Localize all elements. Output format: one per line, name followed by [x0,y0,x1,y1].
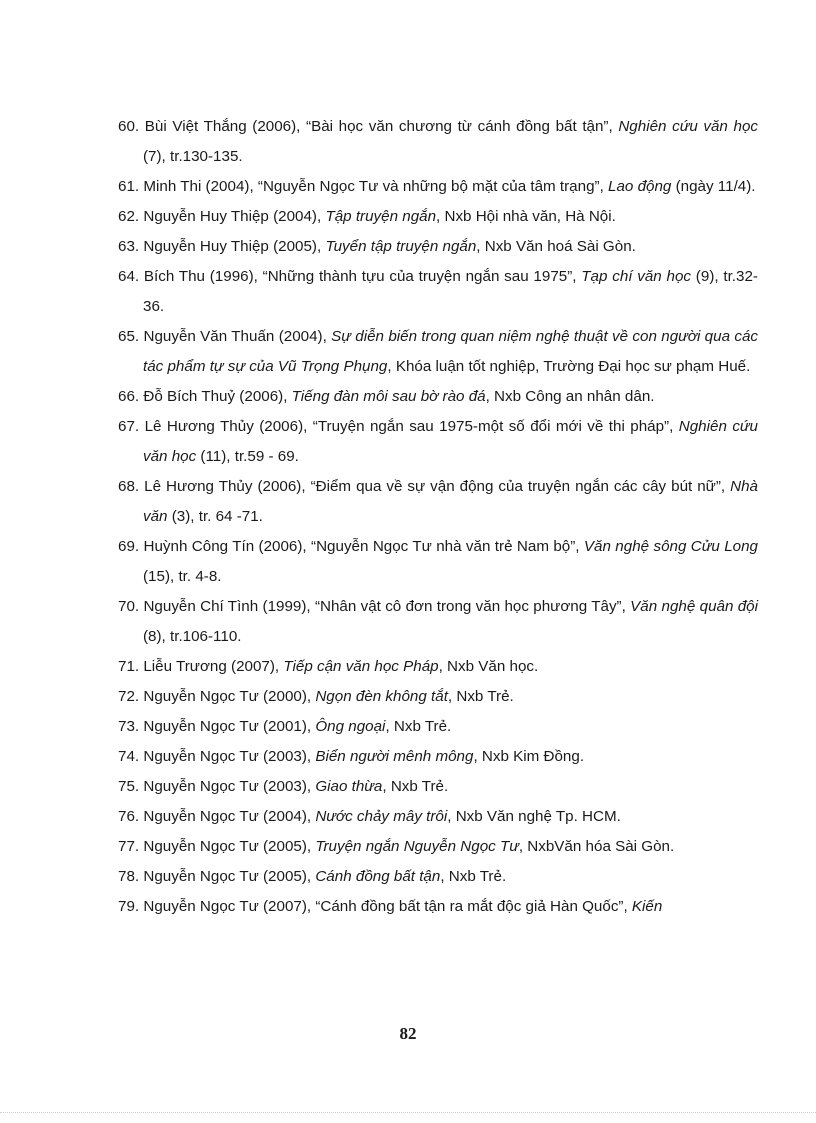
reference-item [118,322,758,382]
reference-text: Minh Thi (2004), “Nguyễn Ngọc Tư và những bộ mặt của tâm trạng”, [143,178,609,195]
reference-item [118,802,758,832]
reference-number: 79. [118,898,140,915]
reference-title-italic: Văn nghệ quân đội [630,598,758,615]
reference-text: , Nxb Công an nhân dân. [485,388,655,405]
reference-title-italic: Giao thừa [315,778,383,795]
reference-item [118,712,758,742]
reference-number: 60. [118,118,140,135]
reference-text: Nguyễn Ngọc Tư (2003), [143,748,316,765]
reference-title-italic: Sự diễn biến trong quan niệm nghệ thuật về con người qua các tác phẩm tự sự của Vũ Trọng Phụng [143,328,758,375]
reference-number: 61. [118,178,140,195]
page-bottom-rule [0,1112,816,1113]
reference-number: 64. [118,268,140,285]
reference-title-italic: Lao động [608,178,672,195]
reference-number: 77. [118,838,140,855]
reference-title-italic: Nhà văn [143,478,758,525]
reference-text: , Nxb Trẻ. [385,718,452,735]
reference-title-italic: Cánh đồng bất tận [315,868,441,885]
reference-text: (11), tr.59 - 69. [196,448,299,465]
reference-item [118,832,758,862]
reference-text: Nguyễn Ngọc Tư (2004), [143,808,316,825]
reference-text: , Nxb Văn nghệ Tp. HCM. [447,808,621,825]
reference-text: (8), tr.106-110. [143,628,242,645]
reference-text: Nguyễn Ngọc Tư (2007), “Cánh đồng bất tận ra mắt độc giả Hàn Quốc”, [143,898,632,915]
reference-title-italic: Biển người mênh mông [315,748,474,765]
reference-number: 73. [118,718,140,735]
reference-title-italic: Tiếp cận văn học Pháp [283,658,439,675]
reference-item [118,652,758,682]
reference-number: 75. [118,778,140,795]
reference-item [118,532,758,592]
reference-title-italic: Tuyển tập truyện ngắn [325,238,477,255]
reference-text: Lê Hương Thủy (2006), “Truyện ngắn sau 1975-một số đổi mới về thi pháp”, [144,418,679,435]
reference-text: , Khóa luận tốt nghiệp, Trường Đại học sư phạm Huế. [387,358,751,375]
reference-item [118,412,758,472]
reference-text: Nguyễn Ngọc Tư (2000), [143,688,316,705]
reference-number: 76. [118,808,140,825]
reference-item [118,862,758,892]
reference-list [118,112,758,922]
reference-text: (15), tr. 4-8. [143,568,222,585]
reference-number: 67. [118,418,140,435]
reference-text: Đỗ Bích Thuỷ (2006), [143,388,292,405]
reference-title-italic: Kiến [631,898,663,915]
reference-text: Bùi Việt Thắng (2006), “Bài học văn chương từ cánh đồng bất tận”, [144,118,619,135]
reference-text: Nguyễn Văn Thuấn (2004), [143,328,332,345]
reference-text: Liễu Trương (2007), [143,658,284,675]
reference-number: 70. [118,598,140,615]
reference-text: , Nxb Hội nhà văn, Hà Nội. [436,208,616,225]
page-number: 82 [399,1024,417,1043]
reference-number: 63. [118,238,140,255]
reference-number: 71. [118,658,140,675]
reference-title-italic: Nghiên cứu văn học [143,418,758,465]
reference-item [118,202,758,232]
reference-title-italic: Ngọn đèn không tắt [315,688,448,705]
reference-text: Bích Thu (1996), “Những thành tựu của truyện ngắn sau 1975”, [143,268,582,285]
reference-item [118,892,758,922]
reference-text: Nguyễn Chí Tình (1999), “Nhân vật cô đơn trong văn học phương Tây”, [143,598,631,615]
reference-text: Nguyễn Ngọc Tư (2005), [143,868,316,885]
reference-number: 65. [118,328,140,345]
reference-title-italic: Văn nghệ sông Cửu Long [583,538,758,555]
reference-text: , Nxb Văn hoá Sài Gòn. [476,238,636,255]
reference-text: , Nxb Kim Đồng. [473,748,585,765]
reference-text: Nguyễn Huy Thiệp (2005), [143,238,326,255]
reference-title-italic: Tập truyện ngắn [325,208,437,225]
reference-number: 66. [118,388,140,405]
reference-item [118,472,758,532]
reference-item [118,772,758,802]
reference-text: Nguyễn Huy Thiệp (2004), [143,208,326,225]
reference-text: (9), tr.32-36. [143,268,758,315]
reference-text: Nguyễn Ngọc Tư (2003), [143,778,316,795]
reference-text: (7), tr.130-135. [143,148,243,165]
reference-number: 69. [118,538,140,555]
reference-item [118,742,758,772]
reference-item [118,592,758,652]
reference-item [118,682,758,712]
reference-title-italic: Tạp chí văn học [581,268,692,285]
reference-number: 78. [118,868,140,885]
reference-text: , Nxb Trẻ. [447,688,514,705]
reference-title-italic: Nghiên cứu văn học [618,118,758,135]
reference-item [118,262,758,322]
reference-title-italic: Nước chảy mây trôi [315,808,448,825]
reference-title-italic: Truyện ngắn Nguyễn Ngọc Tư [315,838,519,855]
reference-text: (3), tr. 64 -71. [167,508,263,525]
reference-number: 62. [118,208,140,225]
reference-item [118,112,758,172]
reference-number: 68. [118,478,140,495]
reference-text: Huỳnh Công Tín (2006), “Nguyễn Ngọc Tư nhà văn trẻ Nam bộ”, [143,538,584,555]
reference-number: 72. [118,688,140,705]
reference-text: , Nxb Trẻ. [382,778,449,795]
reference-text: , Nxb Văn học. [438,658,539,675]
reference-text: Nguyễn Ngọc Tư (2001), [143,718,316,735]
reference-item [118,232,758,262]
reference-text: , NxbVăn hóa Sài Gòn. [518,838,675,855]
reference-number: 74. [118,748,140,765]
reference-title-italic: Tiếng đàn môi sau bờ rào đá [291,388,486,405]
reference-item [118,172,758,202]
reference-text: , Nxb Trẻ. [440,868,507,885]
reference-text: Nguyễn Ngọc Tư (2005), [143,838,316,855]
reference-title-italic: Ông ngoại [315,718,386,735]
reference-text: (ngày 11/4). [671,178,756,195]
reference-text: Lê Hương Thủy (2006), “Điểm qua về sự vận động của truyện ngắn các cây bút nữ”, [144,478,731,495]
reference-item [118,382,758,412]
